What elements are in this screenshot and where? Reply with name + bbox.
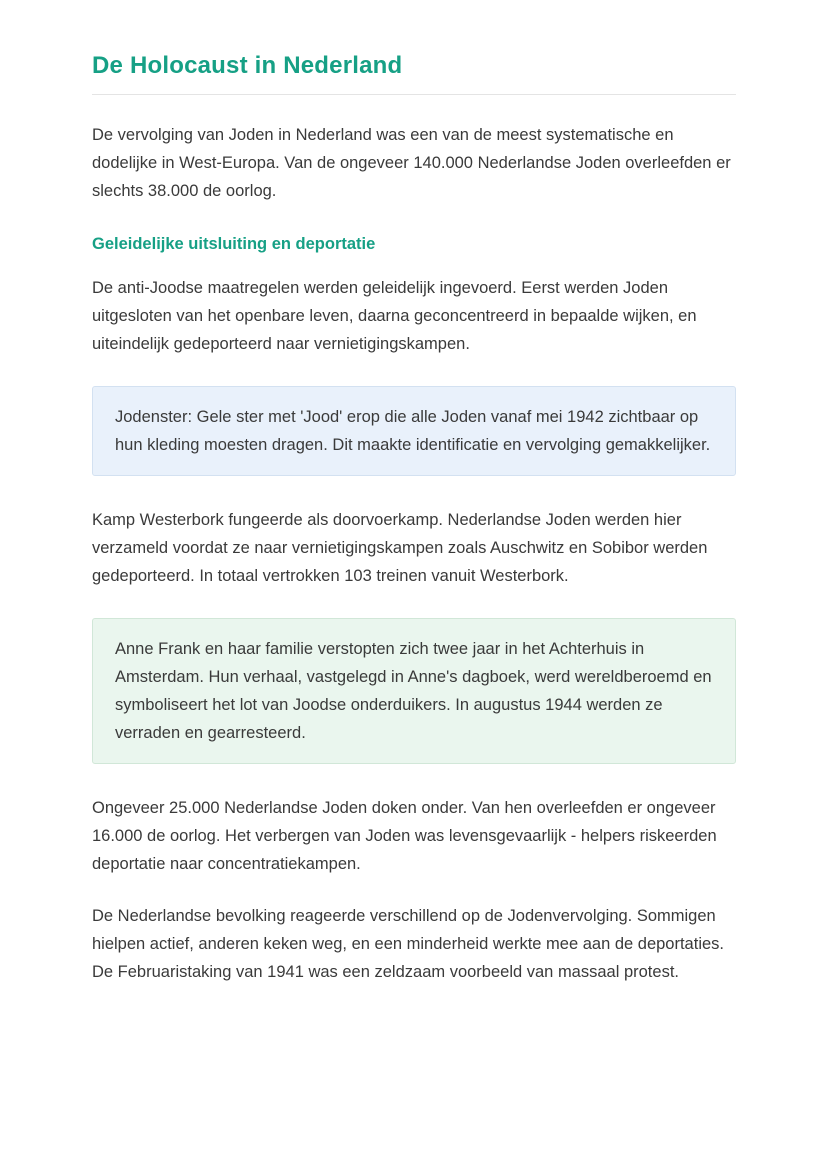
section-heading-uitsluiting: Geleidelijke uitsluiting en deportatie: [92, 235, 376, 253]
page-title: De Holocaust in Nederland: [92, 52, 403, 79]
anne-frank-note: Anne Frank en haar familie verstopten zich twee jaar in het Achterhuis in Amsterdam. Hun verhaal, vastgelegd in Anne's dagboek, werd wereldberoemd en symboliseert het lot van Joodse onderduikers. In augustus 1944 werden ze verraden en gearresteerd.: [92, 618, 736, 764]
intro-paragraph: De vervolging van Joden in Nederland was een van de meest systematische en dodelijke in West-Europa. Van de ongeveer 140.000 Nederlandse Joden overleefden er slechts 38.000 de oorlog.: [92, 126, 731, 200]
paragraph-westerbork: Kamp Westerbork fungeerde als doorvoerkamp. Nederlandse Joden werden hier verzameld voordat ze naar vernietigingskampen zoals Auschwitz en Sobibor werden gedeporteerd. In totaal vertrokken 103 treinen vanuit Westerbork.: [92, 511, 708, 585]
paragraph-bevolking: De Nederlandse bevolking reageerde verschillend op de Jodenvervolging. Sommigen hielpen actief, anderen keken weg, en een minderheid werkte mee aan de deportaties. De Februaristaking van 1941 was een zeldzaam voorbeeld van massaal protest.: [92, 907, 724, 981]
title-divider: [92, 94, 736, 95]
paragraph-onderduikers: Ongeveer 25.000 Nederlandse Joden doken onder. Van hen overleefden er ongeveer 16.000 de oorlog. Het verbergen van Joden was levensgevaarlijk - helpers riskeerden deportatie naar concentratiekampen.: [92, 799, 717, 873]
paragraph-maatregelen: De anti-Joodse maatregelen werden geleidelijk ingevoerd. Eerst werden Joden uitgesloten van het openbare leven, daarna geconcentreerd in bepaalde wijken, en uiteindelijk gedeporteerd naar vernietigingskampen.: [92, 279, 697, 353]
jodenster-note: Jodenster: Gele ster met 'Jood' erop die alle Joden vanaf mei 1942 zichtbaar op hun kleding moesten dragen. Dit maakte identificatie en vervolging gemakkelijker.: [92, 386, 736, 476]
